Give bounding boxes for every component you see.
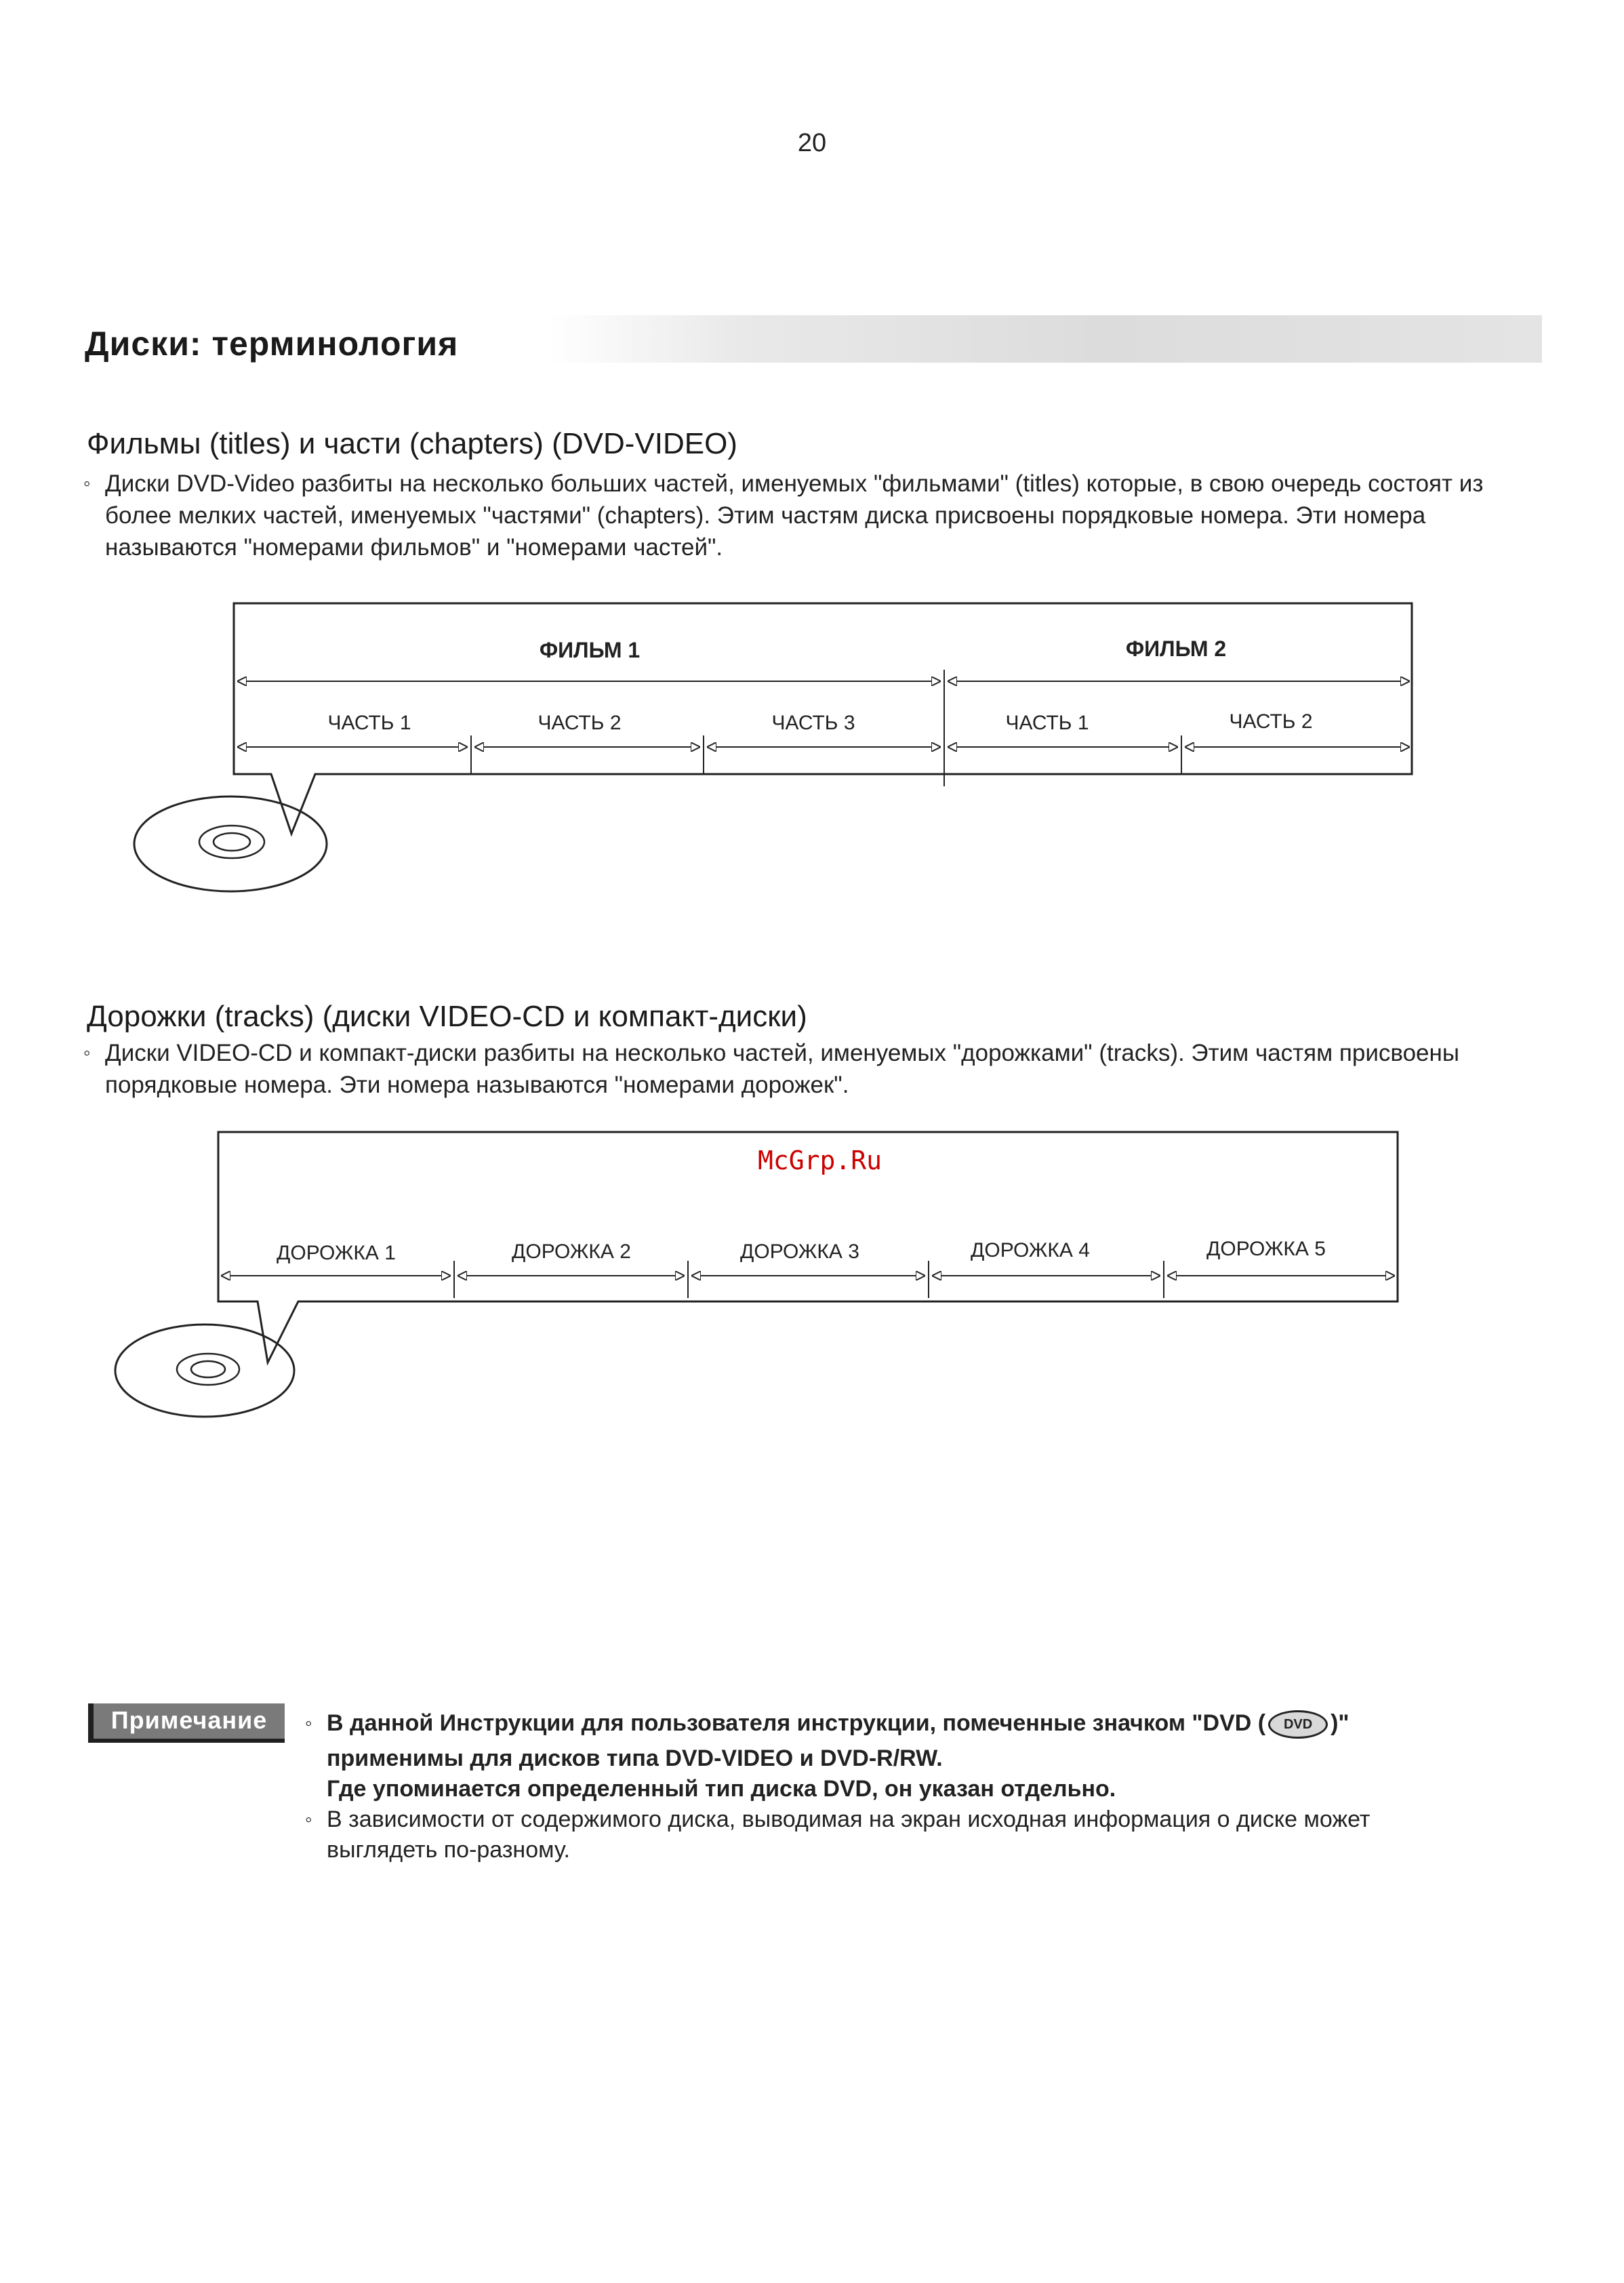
track-label: ДОРОЖКА 3 (740, 1240, 859, 1263)
bullet-icon: ◦ (305, 1809, 312, 1831)
tracks-paragraph (83, 1037, 1522, 1101)
title-label: ФИЛЬМ 2 (1125, 637, 1227, 661)
section-title: Диски: терминология (85, 325, 459, 363)
title-label: ФИЛЬМ 1 (539, 638, 641, 662)
chapter-label: ЧАСТЬ 1 (327, 712, 411, 734)
bullet-icon: ◦ (305, 1712, 312, 1735)
note-badge: Примечание (88, 1703, 285, 1743)
page-number: 20 (797, 129, 827, 157)
watermark: McGrp.Ru (758, 1146, 882, 1175)
note-item-2 (305, 1804, 1479, 1865)
chapter-label: ЧАСТЬ 3 (771, 712, 855, 734)
disc-icon (115, 1325, 294, 1417)
note-item-1-line-2: применимы для дисков типа DVD-VIDEO и DVD-R/RW. (327, 1745, 943, 1771)
titles-bullet-text: Диски DVD-Video разбиты на несколько больших частей, именуемых "фильмами" (titles) которые, в свою очередь состоят из более мелких частей, именуемых "частями" (chapters). Этим частям диска присвоены порядковые номера. Эти номера называются "номерами фильмов" и "номерами частей". (105, 470, 1484, 561)
track-label: ДОРОЖКА 4 (971, 1239, 1090, 1261)
track-label: ДОРОЖКА 5 (1206, 1238, 1326, 1260)
disc-icon (134, 796, 327, 891)
chapter-label: ЧАСТЬ 1 (1005, 712, 1089, 734)
track-label: ДОРОЖКА 2 (512, 1240, 631, 1263)
chapter-label: ЧАСТЬ 2 (537, 712, 622, 734)
titles-paragraph (83, 468, 1508, 563)
note-item-2-text: В зависимости от содержимого диска, выводимая на экран исходная информация о диске может выглядеть по-разному. (327, 1806, 1371, 1863)
tracks-bullet-text: Диски VIDEO-CD и компакт-диски разбиты на несколько частей, именуемых "дорожками" (tracks). Этим частям присвоены порядковые номера. Эти номера называются "номерами дорожек". (105, 1040, 1460, 1098)
titles-heading: Фильмы (titles) и части (chapters) (DVD-VIDEO) (87, 427, 737, 460)
bullet-icon: ◦ (83, 1042, 91, 1064)
note-item-1-line-3: Где упоминается определенный тип диска DVD, он указан отдельно. (327, 1776, 1116, 1802)
bullet-icon: ◦ (83, 472, 91, 495)
tracks-heading: Дорожки (tracks) (диски VIDEO-CD и компакт-диски) (87, 1000, 807, 1033)
note-item-1-before: В данной Инструкции для пользователя инструкции, помеченные значком "DVD ( (327, 1710, 1266, 1736)
note-item-1 (305, 1708, 1533, 1739)
titles-diagram (0, 590, 1624, 908)
note-item-1-after: )" (1331, 1710, 1349, 1736)
dvd-logo-icon: DVD (1268, 1710, 1328, 1739)
track-label: ДОРОЖКА 1 (277, 1242, 396, 1264)
chapter-label: ЧАСТЬ 2 (1229, 710, 1313, 733)
tracks-diagram (0, 1118, 1624, 1437)
